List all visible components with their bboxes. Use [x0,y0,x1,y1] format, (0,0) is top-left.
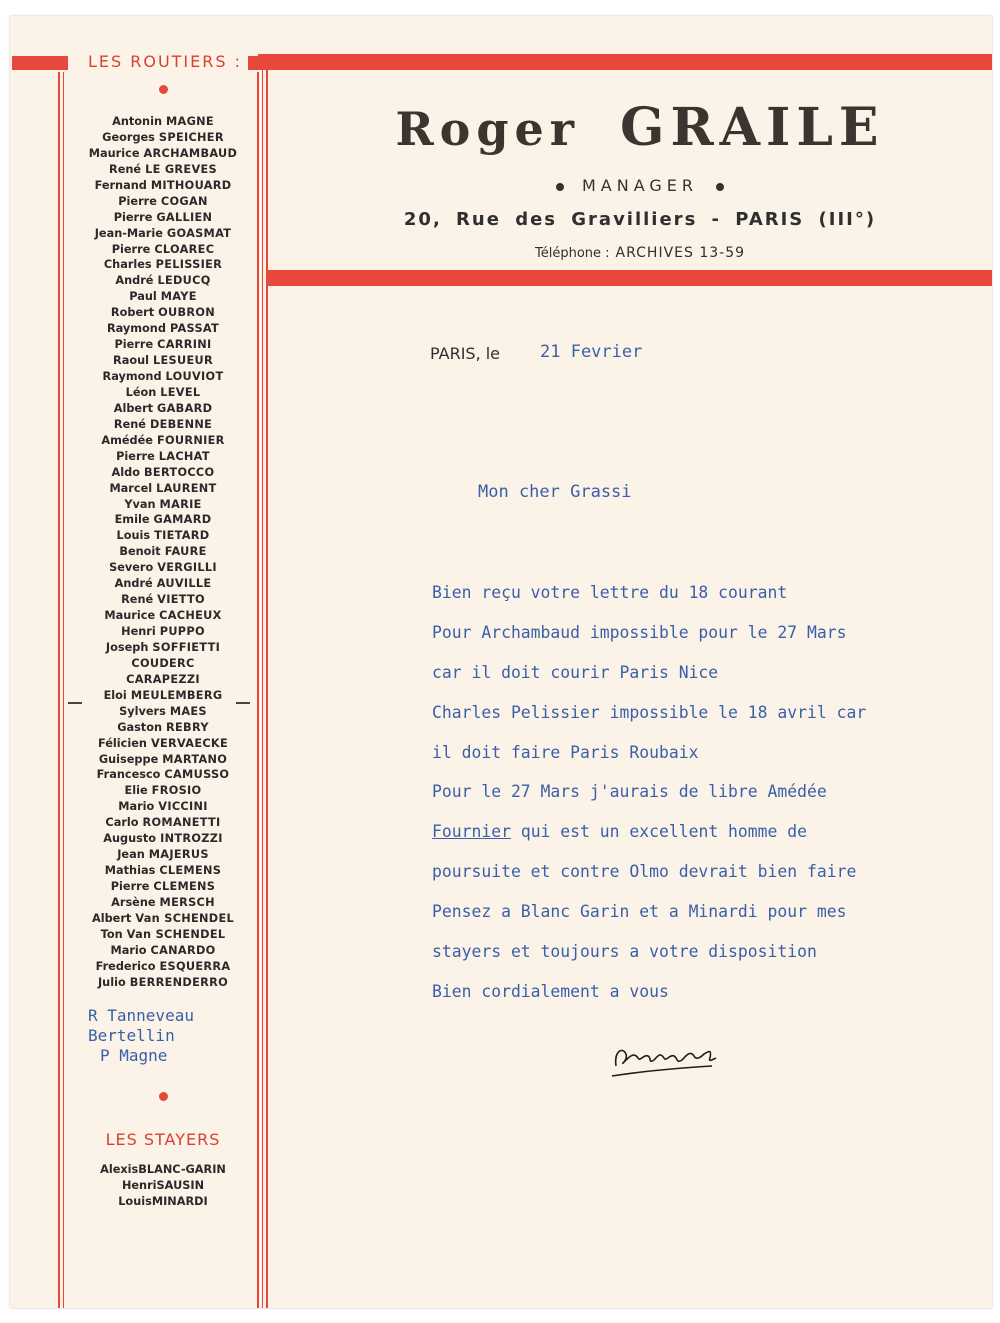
sidebar-rule-left-2 [63,72,64,1308]
stayers-list [72,1162,254,1210]
top-header-bar [258,54,992,70]
rider-last-name: FAURE [164,545,207,559]
rider-last-name: LOUVIOT [165,370,224,383]
top-left-bar [12,56,68,70]
rider-first-name: Guiseppe [98,752,159,766]
rider-entry [72,226,254,242]
rider-last-name: MITHOUARD [150,178,232,192]
underlined-name: Fournier [432,822,511,842]
rider-first-name: Jean-Marie [94,226,163,240]
rider-first-name: Mario [118,800,155,814]
rider-entry [72,497,254,513]
rider-entry [72,831,254,847]
rider-last-name: PELISSIER [155,258,223,272]
rider-entry [72,847,254,863]
rider-last-name: FOURNIER [156,433,225,447]
rider-entry [72,1162,254,1178]
rider-entry [72,130,254,146]
rider-first-name: Henri [121,1179,157,1192]
rider-last-name: DEBENNE [149,417,213,431]
rider-first-name: Félicien [97,736,147,750]
rider-last-name: MAES [169,704,207,718]
sidebar-rule-left-1 [58,72,60,1308]
rider-entry [72,449,254,465]
rider-last-name: MERSCH [159,895,215,909]
rider-first-name: Ton [100,927,123,941]
rider-last-name: CLOAREC [154,242,215,256]
rider-entry [72,146,254,162]
rider-entry [72,353,254,369]
letter-line: Pour Archambaud impossible pour le 27 Mars [432,622,847,642]
rider-first-name: Amédée [101,433,153,447]
rider-first-name: Paul [129,290,157,304]
rider-last-name: CARRINI [157,338,212,352]
line-rest: qui est un excellent homme de [510,822,807,842]
rider-first-name: Pierre [118,194,157,208]
sidebar-rule-right-2 [262,56,263,1308]
rider-first-name: Joseph [105,640,149,654]
rider-first-name: Mario [110,943,147,957]
rider-entry [72,752,254,768]
rider-last-name: ROMANETTI [142,816,221,830]
rider-last-name: OUBRON [158,306,216,320]
rider-first-name: Albert [113,401,154,415]
rider-first-name: Gaston [117,720,163,734]
rider-entry [72,560,254,576]
rider-first-name: Robert [110,306,155,320]
letterhead-role [480,176,800,195]
arrow-mark-right [236,702,250,704]
typed-addition: R Tanneveau [88,1006,194,1025]
rider-first-name: Pierre [116,449,155,463]
rider-entry [72,704,254,720]
letter-line [432,819,992,859]
rider-entry [72,1178,254,1194]
rider-first-name: Elie [124,784,148,798]
rider-last-name: CARAPEZZI [126,672,200,686]
rider-first-name: Pierre [111,242,151,256]
rider-first-name: Carlo [105,816,139,830]
arrow-mark-left [68,702,82,704]
rider-entry [72,720,254,736]
rider-entry [72,210,254,226]
rider-first-name: Albert [91,911,132,925]
rider-last-name: REBRY [166,720,209,734]
rider-last-name: LEDUCQ [157,274,211,288]
sidebar-dot-top [159,85,168,94]
rider-first-name: Julio [97,975,126,989]
rider-entry [72,1194,254,1210]
rider-last-name: LACHAT [158,449,210,463]
routiers-title: LES ROUTIERS : [87,52,243,71]
rider-entry [72,433,254,449]
rider-first-name: Raymond [106,322,166,336]
rider-last-name: PASSAT [169,322,220,336]
phone-label: Téléphone : [534,246,610,261]
rider-entry [72,289,254,305]
rider-entry [72,194,254,210]
rider-entry [72,273,254,289]
rider-first-name: Severo [109,561,154,575]
rider-entry [72,895,254,911]
rider-entry [72,640,254,656]
rider-first-name: Louis [118,1195,152,1208]
sidebar-rule-right-1 [257,72,259,1308]
typed-addition: P Magne [100,1046,168,1065]
sidebar-rule-right-3 [266,56,268,1308]
rider-entry [72,911,254,927]
rider-last-name: TIETARD [154,529,210,543]
rider-first-name: Mathias [104,864,156,878]
rider-first-name: Eloi [103,688,127,702]
rider-last-name: LAURENT [156,481,217,495]
rider-first-name: Arsène [111,895,156,909]
rider-entry [72,943,254,959]
rider-last-name: ESQUERRA [159,959,231,973]
rider-first-name: Augusto [103,832,157,846]
rider-entry [72,576,254,592]
letter-body [432,580,992,1019]
rider-entry [72,544,254,560]
rider-first-name: André [114,577,153,591]
rider-last-name: MARIE [159,497,202,511]
rider-entry [72,608,254,624]
rider-last-name: BERRENDERRO [129,975,229,989]
rider-first-name: Emile [114,513,150,527]
rider-entry [72,257,254,273]
rider-entry [72,863,254,879]
rider-first-name: Benoit [119,545,161,559]
rider-first-name: Pierre [110,880,150,893]
rider-first-name: Jean [117,848,145,862]
rider-entry [72,959,254,975]
rider-last-name: COGAN [160,194,208,208]
date-value: 21 Fevrier [540,342,643,362]
rider-last-name: VERGILLI [157,561,217,575]
rider-last-name: LE GREVES [145,162,217,176]
rider-last-name: Van SCHENDEL [126,927,226,941]
letter-line: Charles Pelissier impossible le 18 avril car [432,702,867,722]
rider-entry [72,178,254,194]
rider-first-name: Maurice [88,146,140,160]
bullet-dot [716,183,724,191]
rider-entry [72,688,254,704]
rider-first-name: Antonin [112,115,162,128]
rider-entry [72,879,254,895]
phone-value: ARCHIVES 13-59 [615,245,746,261]
name-last: GRAILE [620,97,885,158]
rider-entry [72,799,254,815]
rider-last-name: SOFFIETTI [152,640,221,654]
rider-entry [72,783,254,799]
rider-last-name: MAYE [160,290,197,304]
salutation: Mon cher Grassi [478,482,632,502]
rider-last-name: SPEICHER [158,130,224,144]
rider-entry [72,481,254,497]
rider-entry [72,592,254,608]
rider-entry [72,672,254,688]
rider-last-name: MAGNE [165,115,214,128]
date-label: PARIS, le [430,344,501,363]
rider-last-name: MARTANO [162,752,228,766]
rider-first-name: Raymond [102,370,162,383]
rider-first-name: Francesco [96,768,161,782]
rider-first-name: Yvan [124,497,156,511]
sidebar-dot-bottom [159,1092,168,1101]
rider-last-name: SAUSIN [156,1179,205,1192]
name-first: Roger [395,102,581,156]
letter-line: il doit faire Paris Roubaix [432,742,699,762]
rider-last-name: GABARD [157,401,213,415]
rider-entry [72,975,254,991]
rider-last-name: Van SCHENDEL [135,911,234,925]
rider-entry [72,512,254,528]
rider-first-name: Georges [102,130,155,144]
rider-first-name: Léon [125,385,157,399]
rider-last-name: PUPPO [159,625,205,638]
rider-entry [72,385,254,401]
rider-first-name: Frederico [95,959,156,973]
rider-first-name: René [109,162,142,176]
rider-first-name: Sylvers [119,704,166,718]
role-text: MANAGER [581,176,698,195]
rider-first-name: Alexis [100,1163,139,1176]
bullet-dot [556,183,564,191]
letter-line: stayers et toujours a votre disposition [432,942,817,962]
rider-entry [72,736,254,752]
rider-entry [72,337,254,353]
rider-last-name: CACHEUX [159,609,222,623]
letter-line: car il doit courir Paris Nice [432,662,719,682]
rider-first-name: Henri [121,625,156,638]
letter-line: Bien reçu votre lettre du 18 courant [432,583,788,602]
rider-first-name: Pierre [113,210,153,224]
rider-entry [72,528,254,544]
rider-entry [72,927,254,943]
letterhead-phone [360,245,920,261]
routiers-list [72,114,254,991]
rider-first-name: Raoul [113,354,150,368]
rider-last-name: VIETTO [157,593,205,607]
rider-last-name: CAMUSSO [164,768,230,782]
rider-entry [72,242,254,258]
rider-entry [72,114,254,130]
rider-first-name: René [121,593,154,607]
rider-entry [72,369,254,385]
rider-last-name: CANARDO [150,943,216,957]
rider-last-name: GAMARD [153,513,212,527]
typed-addition: Bertellin [88,1026,175,1045]
rider-last-name: INTROZZI [160,832,223,846]
rider-first-name: André [115,274,154,288]
rider-last-name: CLEMENS [159,864,222,878]
rider-first-name: Marcel [109,481,153,495]
rider-entry [72,656,254,672]
letter-sheet [10,16,992,1308]
rider-last-name: AUVILLE [156,577,212,591]
rider-last-name: LESUEUR [153,354,213,368]
rider-entry [72,465,254,481]
rider-entry [72,767,254,783]
rider-last-name: LEVEL [160,385,201,399]
rider-last-name: MAJERUS [148,848,209,862]
typed-additions [88,1006,194,1066]
letterhead-name [360,98,920,159]
rider-first-name: René [113,417,146,431]
rider-last-name: GOASMAT [166,226,232,240]
rider-entry [72,321,254,337]
rider-last-name: FROSIO [151,784,202,798]
rider-entry [72,417,254,433]
stayers-title: LES STAYERS [105,1130,221,1149]
rider-last-name: COUDERC [131,656,195,670]
rider-last-name: BLANC-GARIN [138,1163,226,1176]
letter-line: Pensez a Blanc Garin et a Minardi pour mes [432,902,847,922]
rider-first-name: Fernand [94,178,147,192]
rider-entry [72,624,254,640]
rider-last-name: VERVAECKE [150,736,228,750]
rider-last-name: ARCHAMBAUD [143,146,238,160]
rider-entry [72,815,254,831]
letter-line: poursuite et contre Olmo devrait bien faire [432,862,857,882]
rider-first-name: Charles [103,258,152,272]
header-divider-bar [268,270,992,286]
rider-last-name: GALLIEN [156,210,213,224]
rider-entry [72,401,254,417]
rider-last-name: VICCINI [158,800,208,814]
rider-first-name: Aldo [111,465,141,479]
letter-line: Pour le 27 Mars j'aurais de libre Amédée [432,782,827,802]
rider-first-name: Maurice [104,609,156,623]
letter-line: Bien cordialement a vous [432,981,669,1001]
rider-entry [72,305,254,321]
rider-first-name: Pierre [114,338,154,352]
signature [608,1032,728,1082]
rider-last-name: CLEMENS [153,880,216,893]
rider-first-name: Louis [116,529,151,543]
rider-last-name: BERTOCCO [144,465,215,479]
rider-last-name: MEULEMBERG [130,688,223,702]
rider-last-name: MINARDI [151,1195,208,1208]
letterhead-address: 20, Rue des Gravilliers - PARIS (III°) [403,209,877,230]
rider-entry [72,162,254,178]
